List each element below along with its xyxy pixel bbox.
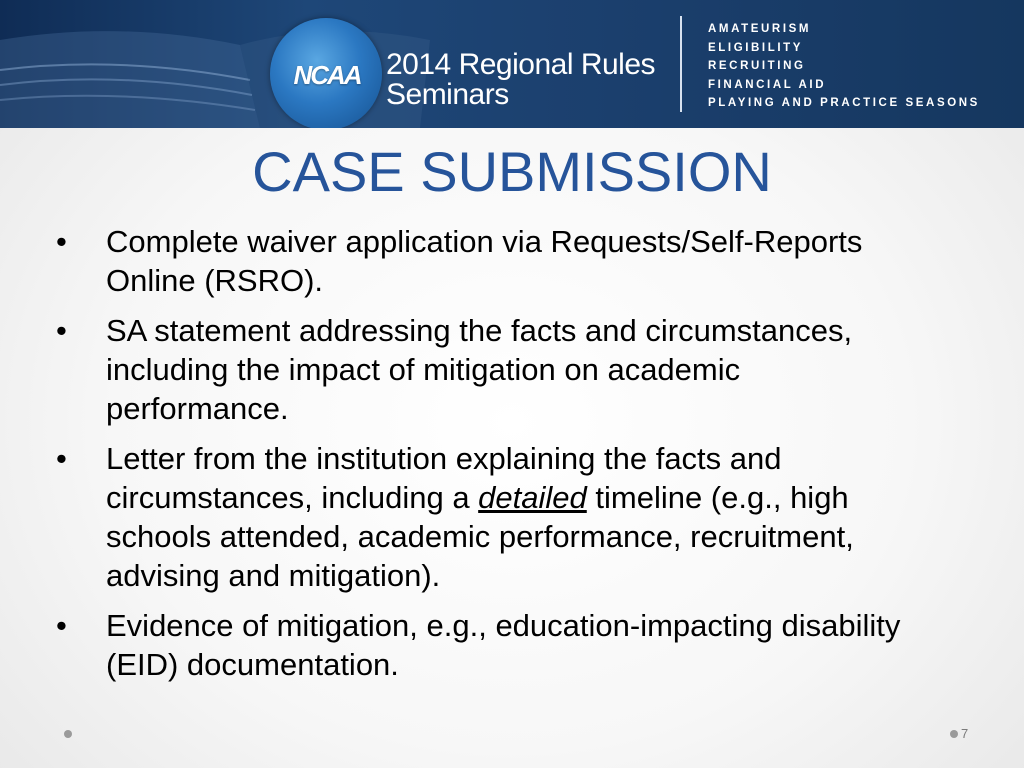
bullet-marker: • xyxy=(56,313,67,348)
topic-amateurism: AMATEURISM xyxy=(708,23,812,35)
bullet-text: SA statement addressing the facts and circumstances, including the impact of mitigation on academic performance. xyxy=(106,313,853,426)
emphasis-detailed: detailed xyxy=(478,480,587,515)
ncaa-logo-text: NCAA xyxy=(293,60,361,90)
left-nav-dot xyxy=(64,730,72,738)
bullet-text: Evidence of mitigation, e.g., education-impacting disability (EID) documentation. xyxy=(106,608,901,682)
bullet-text xyxy=(106,439,921,595)
seminar-title-line-2: Seminars xyxy=(386,78,509,111)
bullet-marker: • xyxy=(56,441,67,476)
right-nav-dot xyxy=(950,730,958,738)
bullet-item xyxy=(56,439,956,595)
page-number: 7 xyxy=(961,726,969,741)
bullet-marker: • xyxy=(56,608,67,643)
banner-divider xyxy=(680,16,682,112)
topic-financial-aid: FINANCIAL AID xyxy=(708,78,827,91)
bullet-item xyxy=(56,222,956,300)
seminar-title-line-1: 2014 Regional Rules xyxy=(386,48,656,81)
bullet-list xyxy=(56,222,956,695)
bullet-text: Complete waiver application via Requests/Self-Reports Online (RSRO). xyxy=(106,224,863,298)
seminar-title xyxy=(386,50,655,110)
bullet-item xyxy=(56,606,956,684)
bullet-text-part: timeline (e.g., high schools attended, academic performance, recruitment, advising and mitigation). xyxy=(106,480,854,593)
bullet-marker: • xyxy=(56,224,67,259)
slide-title: CASE SUBMISSION xyxy=(252,140,772,203)
topic-playing-and-practice-seasons: PLAYING AND PRACTICE SEASONS xyxy=(708,97,980,109)
topic-list xyxy=(708,20,980,113)
header-banner xyxy=(0,0,1024,128)
topic-recruiting: RECRUITING xyxy=(708,60,806,72)
topic-eligibility: ELIGIBILITY xyxy=(708,41,804,54)
bullet-item xyxy=(56,311,956,428)
bullet-text-part: Letter from the institution explaining the facts and circumstances, including a xyxy=(106,441,782,515)
